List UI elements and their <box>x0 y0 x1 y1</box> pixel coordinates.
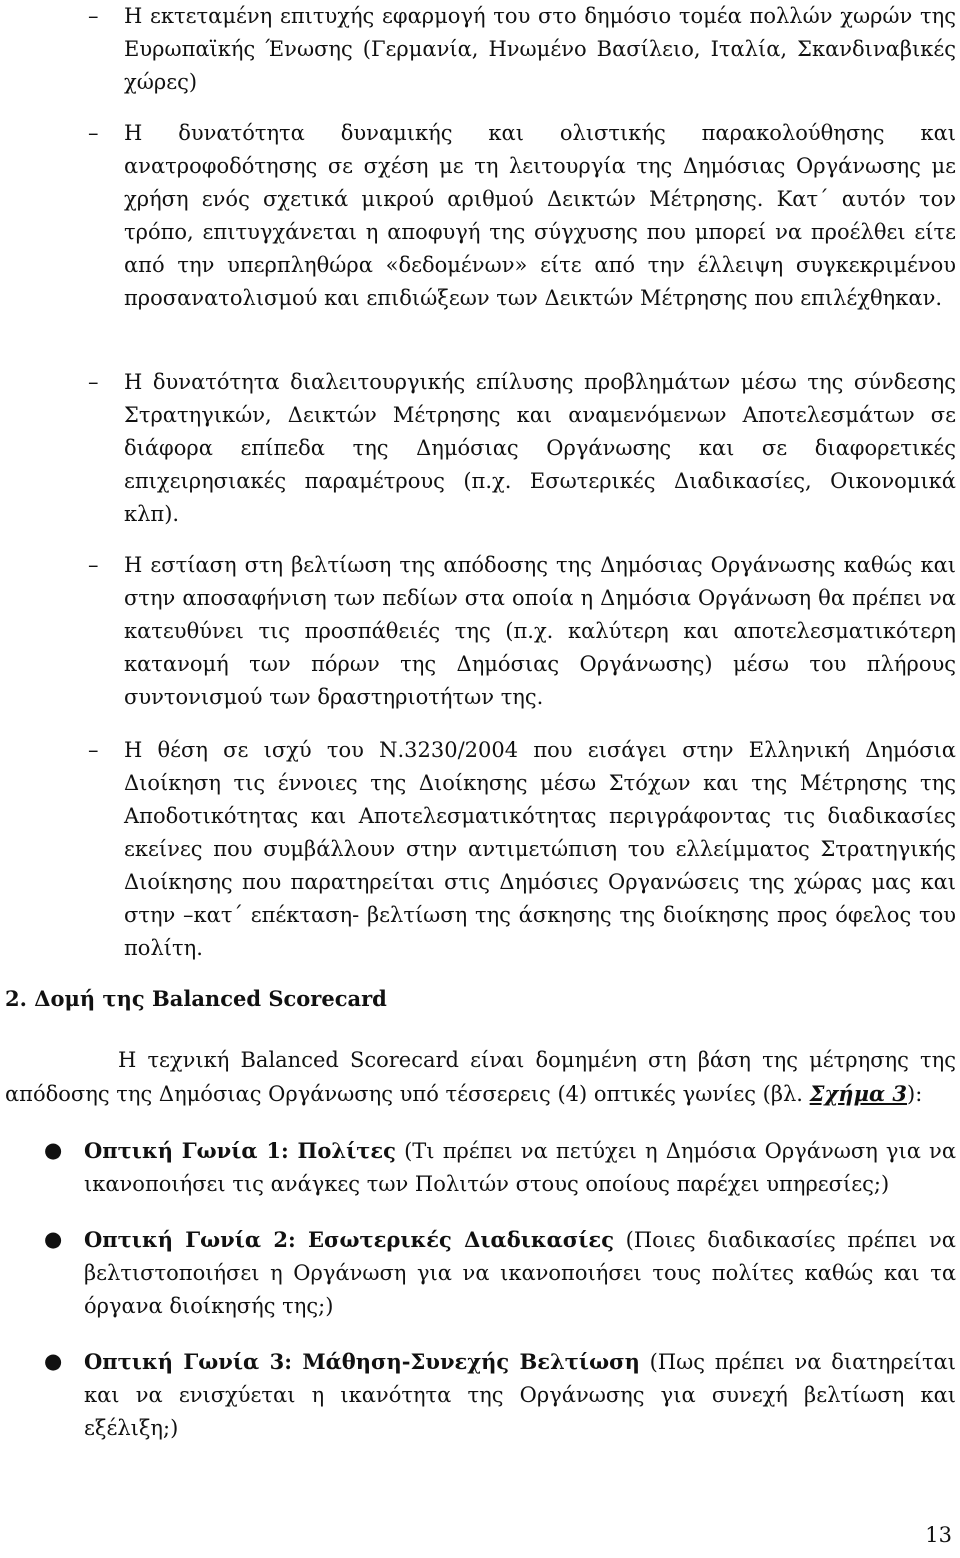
dash-list-item <box>88 117 956 315</box>
bullet-text: (Τι πρέπει να πετύχει η Δημόσια Οργάνωση για να ικανοποιήσει τις ανάγκες των Πολιτών στους οποίους παρέχει υπηρεσίες;) <box>84 1139 957 1196</box>
dash-item-text: Η δυνατότητα διαλειτουργικής επίλυσης προβλημάτων μέσω της σύνδεσης Στρατηγικών, Δεικτών Μέτρησης και αναμενόμενων Αποτελεσμάτων σε διάφορα επίπεδα της Δημόσιας Οργάνωσης και σε διαφορετικές επιχειρησιακές παραμέτρους (π.χ. Εσωτερικές Διαδικασίες, Οικονομικά κλπ). <box>124 370 956 526</box>
intro-paragraph <box>5 1044 956 1111</box>
bullet-text: (Ποιες διαδικασίες πρέπει να βελτιστοποιήσει η Οργάνωση για να ικανοποιήσει τους πολίτες καθώς και τα όργανα διοίκησής της;) <box>84 1228 956 1318</box>
dash-item-text: Η εκτεταμένη επιτυχής εφαρμογή του στο δημόσιο τομέα πολλών χωρών της Ευρωπαϊκής Ένωσης (Γερμανία, Ηνωμένο Βασίλειο, Ιταλία, Σκανδιναβικές χώρες) <box>124 4 956 94</box>
dash-marker: – <box>88 738 99 762</box>
bullet-list-item <box>44 1345 956 1445</box>
dash-marker: – <box>88 370 99 394</box>
figure-reference: Σχήμα 3 <box>809 1081 908 1106</box>
bullet-list-item <box>44 1223 956 1323</box>
dash-list-item <box>88 734 956 965</box>
dash-list-item <box>88 0 956 99</box>
intro-text: Η τεχνική Balanced Scorecard είναι δομημένη στη βάση της μέτρησης της απόδοσης της Δημόσιας Οργάνωσης υπό τέσσερεις (4) οπτικές γωνίες (βλ. <box>5 1048 956 1106</box>
dash-marker: – <box>88 553 99 577</box>
bullet-list-item <box>44 1134 956 1201</box>
bullet-text: (Πως πρέπει να διατηρείται και να ενισχύεται η ικανότητα της Οργάνωσης για συνεχή βελτίωση και εξέλιξη;) <box>84 1350 956 1440</box>
dash-list-item <box>88 366 956 531</box>
dash-item-text: Η εστίαση στη βελτίωση της απόδοσης της Δημόσιας Οργάνωσης καθώς και στην αποσαφήνιση των πεδίων στα οποία η Δημόσια Οργάνωση θα πρέπει να κατευθύνει τις προσπάθειές της (π.χ. καλύτερη και αποτελεσματικότερη κατανομή των πόρων της Δημόσιας Οργάνωσης) μέσω του πλήρους συντονισμού των δραστηριοτήτων της. <box>124 553 956 709</box>
dash-list-item <box>88 549 956 714</box>
dash-item-text: Η δυνατότητα δυναμικής και ολιστικής παρακολούθησης και ανατροφοδότησης σε σχέση με τη λειτουργία της Δημόσιας Οργάνωσης με χρήση ενός σχετικά μικρού αριθμού Δεικτών Μέτρησης. Κατ΄ αυτόν τον τρόπο, επιτυγχάνεται η αποφυγή της σύγχυσης που μπορεί να προέλθει είτε από την υπερπληθώρα «δεδομένων» είτε από την έλλειψη συγκεκριμένου προσανατολισμού και επιδιώξεων των Δεικτών Μέτρησης που επιλέχθηκαν. <box>124 121 956 310</box>
intro-end: ): <box>907 1082 923 1106</box>
bullet-title: Οπτική Γωνία 1: Πολίτες <box>84 1138 396 1163</box>
dash-marker: – <box>88 121 99 145</box>
section-heading: 2. Δομή της Balanced Scorecard <box>5 986 387 1011</box>
dash-marker: – <box>88 4 99 28</box>
bullet-marker: ● <box>44 1227 63 1251</box>
bullet-title: Οπτική Γωνία 3: Μάθηση-Συνεχής Βελτίωση <box>84 1349 640 1374</box>
bullet-title: Οπτική Γωνία 2: Εσωτερικές Διαδικασίες <box>84 1227 614 1252</box>
bullet-marker: ● <box>44 1138 63 1162</box>
dash-item-text: Η θέση σε ισχύ του Ν.3230/2004 που εισάγει στην Ελληνική Δημόσια Διοίκηση τις έννοιες της Διοίκησης μέσω Στόχων και της Μέτρησης της Αποδοτικότητας και Αποτελεσματικότητας περιγράφοντας τις διαδικασίες εκείνες που συμβάλλουν στην αντιμετώπιση του ελλείμματος Στρατηγικής Διοίκησης που παρατηρείται στις Δημόσιες Οργανώσεις της χώρας μας και στην –κατ΄ επέκταση- βελτίωση της άσκησης της διοίκησης προς όφελος του πολίτη. <box>124 738 956 960</box>
bullet-marker: ● <box>44 1349 63 1373</box>
page-number: 13 <box>925 1523 952 1547</box>
